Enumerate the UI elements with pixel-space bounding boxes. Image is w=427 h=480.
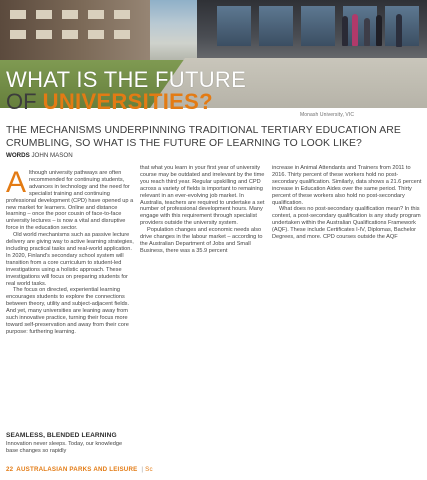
article-column-1	[6, 166, 134, 336]
article-column-2	[140, 165, 266, 255]
headline-line-1: WHAT IS THE FUTURE	[6, 67, 247, 92]
section-body: Innovation never sleeps. Today, our knowledge base changes so rapidly	[6, 441, 123, 454]
publication-name: AUSTRALASIAN PARKS AND LEISURE	[16, 466, 138, 473]
building-right	[197, 0, 427, 62]
headline-line-2	[6, 89, 213, 115]
paragraph-text: lthough university pathways are often recommended for continuing students, advances in technology and the need for specialist training and continuing professional development (CPD) have opened up a new market for learners. Online and distance learning – once the poor cousin of face-to-face university lectures – is now a vital and disruptive force in the education sector.	[6, 170, 134, 232]
paragraph: What does no post-secondary qualification mean? In this context, a post-secondary qualification is any study program undertaken within the Australian Qualifications Framework (AQF). These include Certificates I-IV, Diplomas, Bachelor Degrees, and more. CPD courses outside the AQF	[272, 206, 421, 241]
photo-credit: Monash University, VIC	[300, 112, 355, 118]
subtitle: THE MECHANISMS UNDERPINNING TRADITIONAL TERTIARY EDUCATION ARE CRUMBLING, SO WHAT IS THE FUTURE OF LEARNING TO LOOK LIKE?	[6, 125, 401, 149]
paragraph: The focus on directed, experiential learning encourages students to explore the connections between theory, utility and subject-adjacent fields. And yet, many universities are leaning away from such innovative practice, turning their focus more toward self-preservation and away from their core purpose: furthering learning.	[6, 287, 130, 335]
student-figure	[352, 14, 358, 46]
paragraph: Population changes and economic needs also drive changes in the labour market – according to the Australian Department of Jobs and Small Business, there was a 35.9 percent	[140, 227, 263, 254]
article-column-3	[272, 165, 422, 241]
paragraph	[6, 166, 134, 232]
student-figure	[364, 18, 370, 46]
byline	[6, 152, 73, 159]
paragraph: Old world mechanisms such as passive lecture delivery are giving way to active learning strategies, including practical tasks and real-world application. In 2020, Finland's secondary school system will transition from a core curriculum to student-led investigations using a holistic approach. These investigations will focus on preparing students for real world tasks.	[6, 232, 134, 287]
paragraph: increase in Animal Attendants and Trainers from 2011 to 2016. Thirty percent of these workers hold no post-secondary qualification. Similarly, data shows a 21.6 percent increase in Education Aides over the same period. Thirty percent of these workers also hold no post-secondary qualification.	[272, 165, 422, 206]
page-number: 22	[6, 466, 14, 473]
byline-label: WORDS	[6, 152, 30, 159]
student-figure	[396, 14, 402, 47]
drop-cap: A	[6, 166, 27, 199]
student-figure	[342, 16, 348, 46]
page-footer	[6, 466, 153, 473]
section-heading: SEAMLESS, BLENDED LEARNING	[6, 432, 117, 439]
headline-accent: UNIVERSITIES?	[42, 89, 213, 114]
headline-of: OF	[6, 89, 43, 114]
student-figure	[376, 15, 382, 46]
byline-author: JOHN MASON	[31, 152, 73, 159]
footer-separator: |	[141, 466, 144, 473]
footer-trail: Sc	[145, 466, 153, 473]
paragraph: that what you learn in your first year of university course may be outdated and irrelevant by the time you reach third year. Regular upskilling and CPD across a variety of fields is important to remaining relevant in an ever-evolving job market. In Australia, teachers are required to undertake a set number of professional development hours. Many engage with this requirement through specialist providers outside the university system.	[140, 165, 265, 227]
